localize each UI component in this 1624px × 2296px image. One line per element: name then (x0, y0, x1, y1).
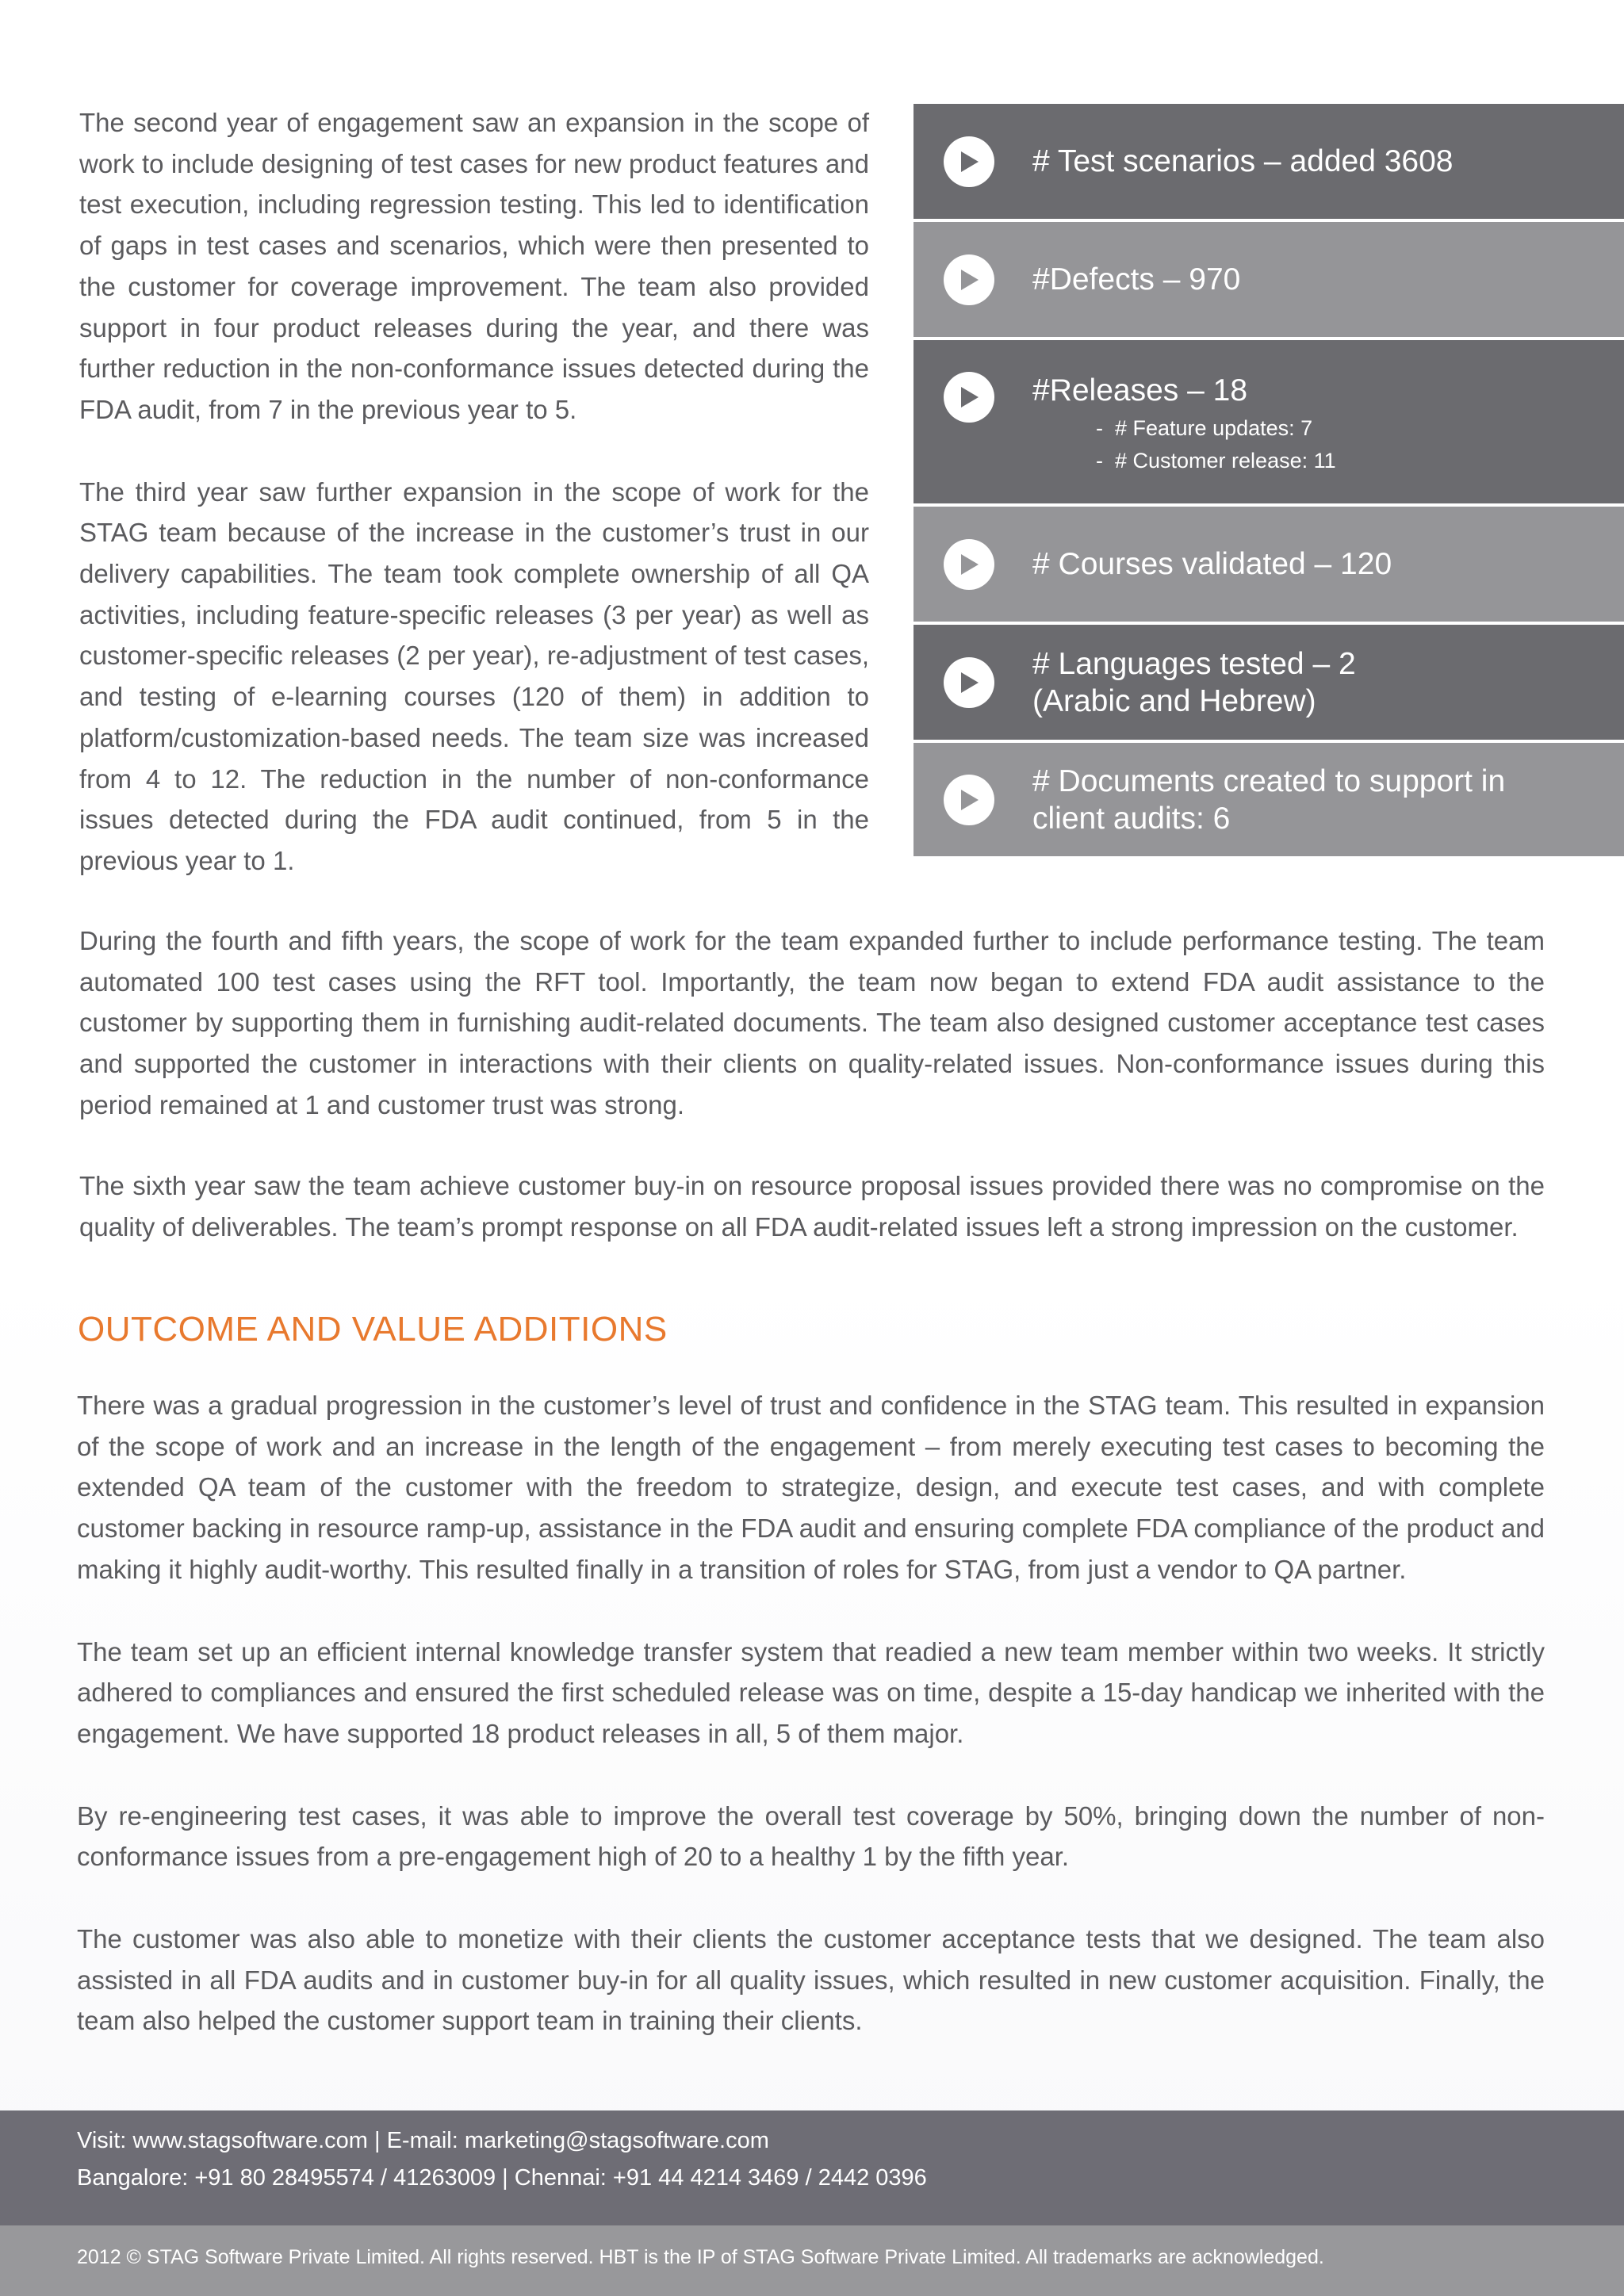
paragraph-outcome-trust: There was a gradual progression in the customer’s level of trust and confidence in the STAG team. This resulted in expansion of the scope of work and an increase in the length of the engagement – from merely executing test cases to becoming the extended QA team of the customer with the freedom to strategize, design, and execute test cases, and with complete customer backing in resource ramp-up, assistance in the FDA audit and ensuring complete FDA compliance of the product and making it highly audit-worthy. This resulted finally in a transition of roles for STAG, from just a vendor to QA partner. (77, 1391, 1545, 1584)
play-icon (944, 539, 994, 590)
stat-test-scenarios (914, 104, 1624, 222)
releases-breakdown (1032, 412, 1336, 477)
play-icon (944, 254, 994, 305)
stat-label-continued: client audits: 6 (1032, 801, 1231, 836)
outcome-section (77, 1385, 1545, 2042)
stat-label: # Test scenarios – added 3608 (1032, 144, 1454, 178)
stat-label: # Languages tested – 2 (1032, 646, 1356, 681)
play-icon (944, 657, 994, 708)
stat-label: #Releases – 18 (1032, 373, 1248, 408)
footer-contact-band (0, 2110, 1624, 2225)
footer-copyright-band (0, 2225, 1624, 2296)
list-item: - # Feature updates: 7 (1096, 412, 1336, 445)
stat-label: # Courses validated – 120 (1032, 547, 1392, 581)
stat-releases (914, 340, 1624, 507)
stats-panel (914, 104, 1624, 856)
footer-phones: Bangalore: +91 80 28495574 / 41263009 | Chennai: +91 44 4214 3469 / 2442 0396 (77, 2165, 927, 2191)
play-icon (944, 136, 994, 187)
stat-courses (914, 507, 1624, 625)
footer-copyright: 2012 © STAG Software Private Limited. All rights reserved. HBT is the IP of STAG Software Private Limited. All trademarks are acknowledged. (77, 2246, 1324, 2268)
stat-label: # Documents created to support in (1032, 763, 1506, 798)
paragraph-outcome-knowledge-transfer: The team set up an efficient internal knowledge transfer system that readied a new team member within two weeks. It strictly adhered to compliances and ensured the first scheduled release was on time, despite a 15-day handicap we inherited with the engagement. We have supported 18 product releases in all, 5 of them major. (77, 1636, 1545, 1748)
list-item: - # Customer release: 11 (1096, 445, 1336, 477)
paragraph-year-three: The third year saw further expansion in the scope of work for the STAG team because of the increase in the customer’s trust in our delivery capabilities. The team took complete ownership of all QA activities, including feature-specific releases (3 per year) as well as customer-specific releases (2 per year), re-adjustment of test cases, and testing of e-learning courses (120 of them) in addition to platform/customization-based needs. The team size was increased from 4 to 12. The reduction in the number of non-conformance issues detected during the FDA audit continued, from 5 in the previous year to 1. (79, 476, 869, 875)
play-icon (944, 372, 994, 423)
paragraph-outcome-monetize: The customer was also able to monetize with their clients the customer acceptance tests that we designed. The team also assisted in all FDA audits and in customer buy-in for all quality issues, which resulted in new customer acquisition. Finally, the team also helped the customer support team in training their clients. (77, 1924, 1545, 2036)
paragraph-outcome-coverage: By re-engineering test cases, it was able to improve the overall test coverage by 50%, bringing down the number of non-conformance issues from a pre-engagement high of 20 to a healthy 1 by the fifth year. (77, 1800, 1545, 1872)
stat-languages (914, 625, 1624, 743)
footer-contact: Visit: www.stagsoftware.com | E-mail: marketing@stagsoftware.com (77, 2128, 769, 2153)
section-heading: OUTCOME AND VALUE ADDITIONS (78, 1310, 668, 1349)
play-icon (944, 775, 994, 825)
paragraph-year-six: The sixth year saw the team achieve customer buy-in on resource proposal issues provided there was no compromise on the quality of deliverables. The team’s prompt response on all FDA audit-related issues left a strong impression on the customer. (79, 1171, 1545, 1242)
stat-label: #Defects – 970 (1032, 262, 1241, 297)
paragraph-years-four-five: During the fourth and fifth years, the scope of work for the team expanded further to include performance testing. The team automated 100 test cases using the RFT tool. Importantly, the team now began to extend FDA audit assistance to the customer by supporting them in furnishing audit-related documents. The team also designed customer acceptance test cases and supported the customer in interactions with their clients on quality-related issues. Non-conformance issues during this period remained at 1 and customer trust was strong. (79, 926, 1545, 1119)
intro-column (79, 102, 869, 882)
paragraph-year-two: The second year of engagement saw an expansion in the scope of work to include designing of test cases for new product features and test execution, including regression testing. This led to identification of gaps in test cases and scenarios, which were then presented to the customer for coverage improvement. The team also provided support in four product releases during the year, and there was further reduction in the non-conformance issues detected during the FDA audit, from 7 in the previous year to 5. (79, 108, 869, 424)
stat-defects (914, 222, 1624, 340)
stat-documents (914, 743, 1624, 856)
stat-label-continued: (Arabic and Hebrew) (1032, 683, 1316, 718)
